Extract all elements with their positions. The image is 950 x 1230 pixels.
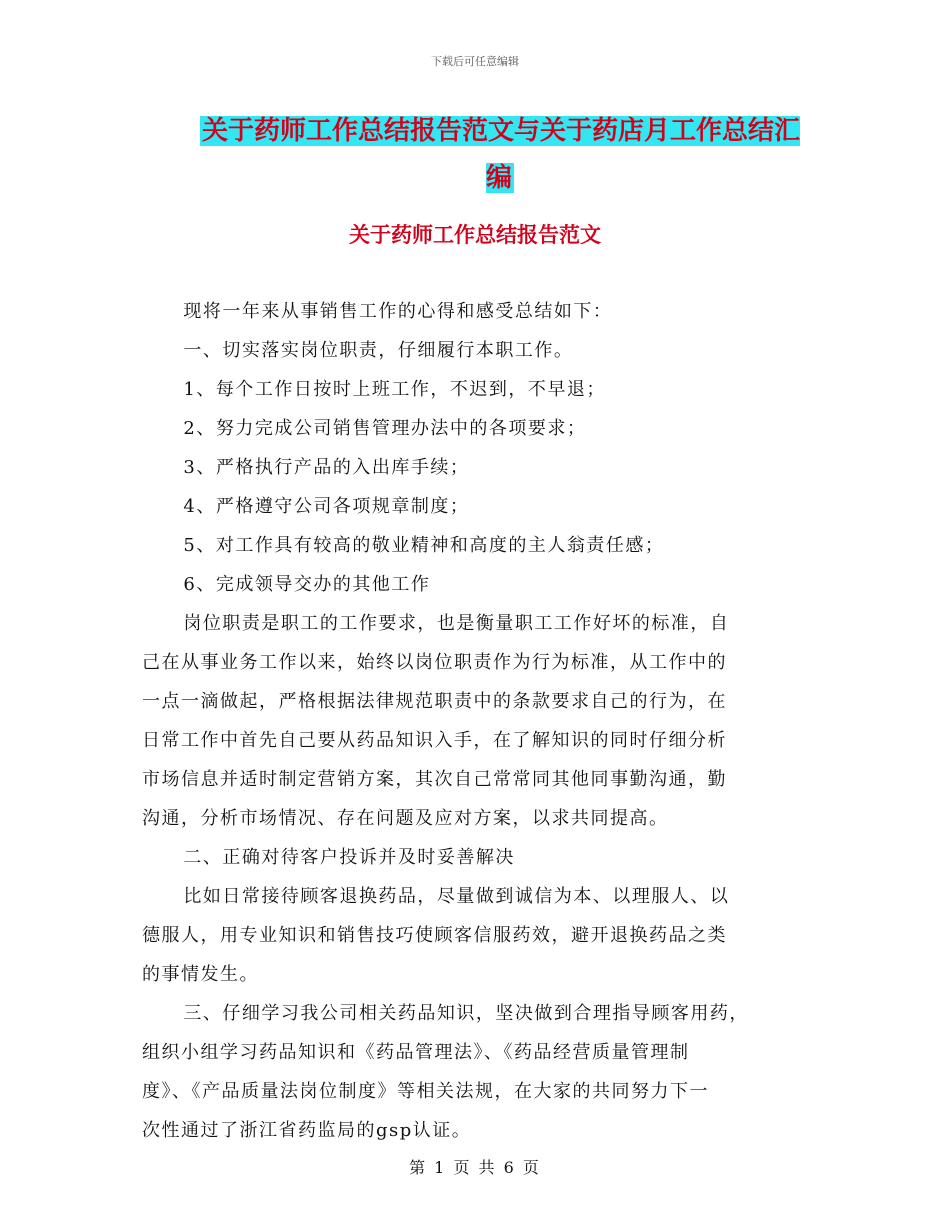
body-line: 三、仔细学习我公司相关药品知识，坚决做到合理指导顾客用药， [183, 1003, 749, 1024]
body-line: 市场信息并适时制定营销方案，其次自己常常同其他同事勤沟通，勤 [142, 769, 727, 790]
header-note: 下载后可任意编辑 [431, 55, 519, 68]
body-line: 比如日常接待顾客退换药品，尽量做到诚信为本、以理服人、以 [183, 886, 730, 907]
body-line: 2、努力完成公司销售管理办法中的各项要求； [183, 418, 587, 439]
body-line: 1、每个工作日按时上班工作，不迟到，不早退； [183, 379, 606, 400]
page-footer: 第 1 页 共 6 页 [409, 1158, 541, 1177]
section-title: 关于药师工作总结报告范文 [349, 223, 601, 247]
body-line: 4、严格遵守公司各项规章制度； [183, 496, 470, 517]
body-line: 日常工作中首先自己要从药品知识入手，在了解知识的同时仔细分析 [142, 730, 727, 751]
body-line: 3、严格执行产品的入出库手续； [183, 457, 470, 478]
body-line: 的事情发生。 [142, 964, 259, 985]
body-line: 现将一年来从事销售工作的心得和感受总结如下： [183, 301, 613, 322]
body-line: 6、完成领导交办的其他工作 [183, 574, 431, 595]
document-body [142, 292, 802, 1150]
body-line: 度》、《产品质量法岗位制度》等相关法规，在大家的共同努力下一 [142, 1081, 709, 1102]
body-line: 次性通过了浙江省药监局的gsp认证。 [142, 1120, 472, 1141]
body-line: 组织小组学习药品知识和《药品管理法》、《药品经营质量管理制 [142, 1042, 690, 1063]
body-line: 德服人，用专业知识和销售技巧使顾客信服药效，避开退换药品之类 [142, 925, 727, 946]
body-line: 一、切实落实岗位职责，仔细履行本职工作。 [183, 340, 574, 361]
body-line: 5、对工作具有较高的敬业精神和高度的主人翁责任感； [183, 535, 665, 556]
body-line: 岗位职责是职工的工作要求，也是衡量职工工作好坏的标准，自 [183, 613, 730, 634]
body-line: 沟通，分析市场情况、存在问题及应对方案，以求共同提高。 [142, 808, 669, 829]
body-line: 一点一滴做起，严格根据法律规范职责中的条款要求自己的行为，在 [142, 691, 727, 712]
body-line: 己在从事业务工作以来，始终以岗位职责作为行为标准，从工作中的 [142, 652, 727, 673]
document-title [190, 108, 810, 202]
body-line: 二、正确对待客户投诉并及时妥善解决 [183, 847, 515, 868]
document-title-text: 关于药师工作总结报告范文与关于药店月工作总结汇编 [201, 116, 800, 193]
